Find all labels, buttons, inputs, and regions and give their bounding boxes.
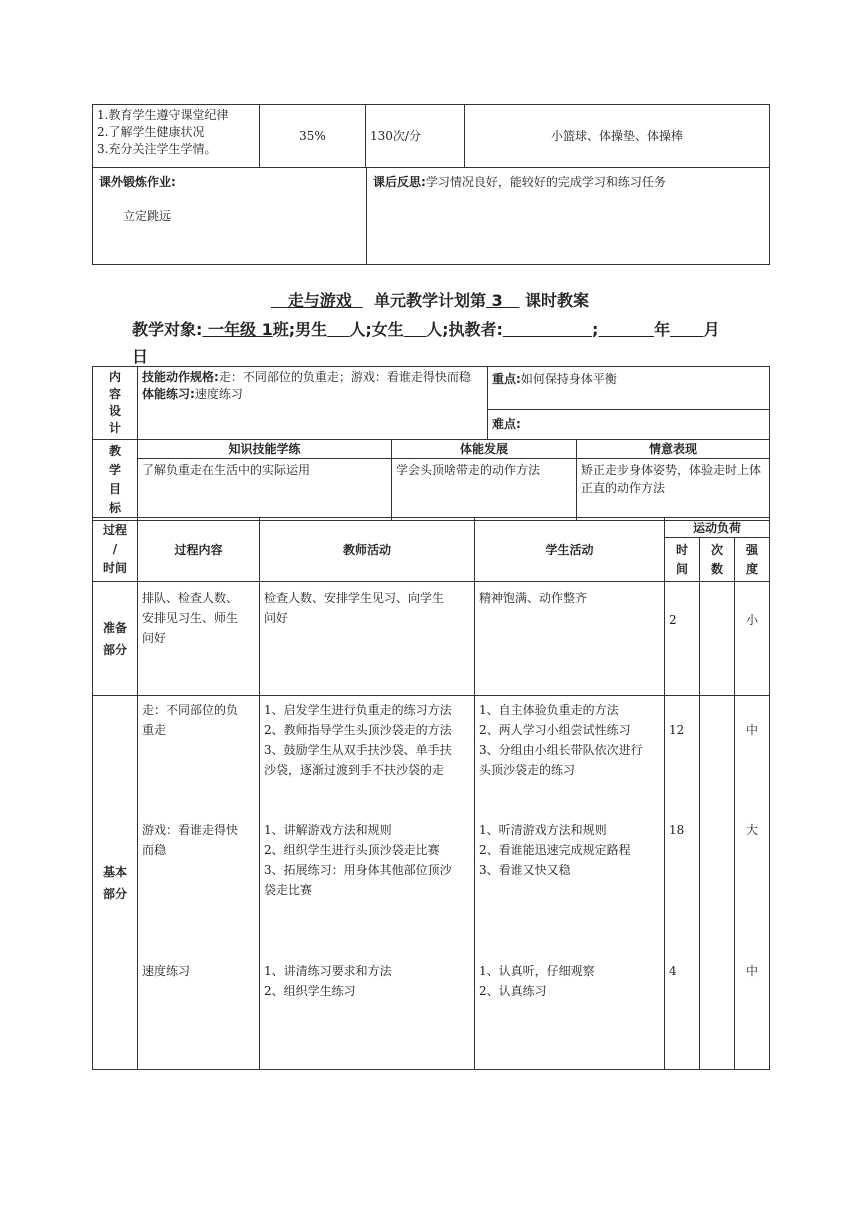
basic-teacher-item: 1、讲清练习要求和方法 2、组织学生练习 bbox=[264, 964, 392, 998]
homework-label: 课外锻炼作业: bbox=[99, 175, 176, 189]
prep-time: 2 bbox=[665, 582, 700, 696]
basic-content bbox=[138, 696, 260, 1070]
basic-time-value: 12 bbox=[669, 723, 685, 737]
class-number: 1 bbox=[261, 320, 273, 339]
basic-teacher bbox=[260, 696, 475, 1070]
prep-teacher: 检查人数、安排学生见习、向学生 问好 bbox=[260, 582, 475, 696]
reflection-content: 学习情况良好，能较好的完成学习和练习任务 bbox=[425, 175, 666, 189]
basic-intensity bbox=[735, 696, 770, 1070]
obj-header-knowledge: 知识技能学练 bbox=[138, 440, 392, 459]
count-header: 次 数 bbox=[700, 538, 735, 582]
basic-teacher-item: 1、启发学生进行负重走的练习方法 2、教师指导学生头顶沙袋走的方法 3、鼓励学生从双手扶沙袋、单手扶 沙袋，逐渐过渡到手不扶沙袋的走 bbox=[264, 703, 452, 777]
prep-student: 精神饱满、动作整齐 bbox=[475, 582, 665, 696]
fitness-text: 速度练习 bbox=[194, 387, 243, 401]
obj-knowledge: 了解负重走在生活中的实际运用 bbox=[138, 459, 392, 521]
girls-suffix: 人;执教者: bbox=[426, 320, 503, 339]
difficulty-label: 难点: bbox=[492, 417, 521, 432]
obj-header-fitness: 体能发展 bbox=[392, 440, 577, 459]
key-label: 重点: bbox=[492, 372, 521, 386]
goal-line: 1.教育学生遵守课堂纪律 bbox=[97, 108, 229, 122]
homework-content: 立定跳远 bbox=[123, 209, 172, 223]
process-table bbox=[92, 517, 770, 1070]
load-header: 运动负荷 bbox=[665, 518, 770, 538]
day-label: 日 bbox=[132, 347, 149, 366]
design-table bbox=[92, 366, 770, 521]
basic-intensity-value: 中 bbox=[746, 723, 759, 737]
skill-cell bbox=[138, 367, 488, 440]
key-point-cell bbox=[488, 367, 770, 410]
objectives-label: 教 学 目 标 bbox=[93, 440, 138, 521]
basic-count bbox=[700, 696, 735, 1070]
boys-suffix: 人;女生 bbox=[349, 320, 404, 339]
obj-affect: 矫正走步身体姿势，体验走时上体正直的动作方法 bbox=[577, 459, 770, 521]
skill-label: 技能动作规格: bbox=[142, 370, 219, 384]
fitness-label: 体能练习: bbox=[142, 387, 195, 401]
homework-cell bbox=[93, 168, 367, 265]
key-text: 如何保持身体平衡 bbox=[520, 372, 617, 386]
basic-time bbox=[665, 696, 700, 1070]
class-suffix: 班;男生 bbox=[272, 320, 328, 339]
basic-content-item: 速度练习 bbox=[142, 964, 191, 978]
title-suffix: 课时教案 bbox=[525, 291, 590, 310]
basic-student-item: 1、自主体验负重走的方法 2、两人学习小组尝试性练习 3、分组由小组长带队依次进行 头顶沙袋走的练习 bbox=[479, 703, 643, 777]
prep-stage: 准备 部分 bbox=[93, 582, 138, 696]
goal-line: 2.了解学生健康状况 bbox=[97, 125, 205, 139]
top-summary-table bbox=[92, 104, 770, 168]
title-middle: 单元教学计划第 bbox=[373, 291, 486, 310]
homework-table bbox=[92, 167, 770, 265]
equipment-cell: 小篮球、体操垫、体操棒 bbox=[465, 105, 770, 168]
separator: ; bbox=[592, 320, 599, 339]
basic-content-item: 走：不同部位的负 重走 bbox=[142, 703, 239, 737]
obj-header-affect: 情意表现 bbox=[577, 440, 770, 459]
lesson-number: 3 bbox=[491, 291, 503, 310]
prep-intensity: 小 bbox=[735, 582, 770, 696]
basic-stage: 基本 部分 bbox=[93, 696, 138, 1070]
basic-intensity-value: 大 bbox=[746, 823, 759, 837]
difficulty-cell bbox=[488, 409, 770, 439]
skill-text: 走：不同部位的负重走；游戏：看谁走得快而稳 bbox=[218, 370, 471, 384]
lesson-title bbox=[0, 288, 860, 311]
goals-cell bbox=[93, 105, 260, 168]
target-label: 教学对象: bbox=[132, 320, 203, 339]
heart-rate-cell: 130次/分 bbox=[366, 105, 465, 168]
prep-count bbox=[700, 582, 735, 696]
reflection-label: 课后反思: bbox=[373, 175, 426, 189]
student-header: 学生活动 bbox=[475, 518, 665, 582]
reflection-cell bbox=[367, 168, 770, 265]
content-header: 过程内容 bbox=[138, 518, 260, 582]
basic-student-item: 1、听清游戏方法和规则 2、看谁能迅速完成规定路程 3、看谁又快又稳 bbox=[479, 823, 631, 877]
time-header: 时 间 bbox=[665, 538, 700, 582]
basic-time-value: 18 bbox=[669, 823, 685, 837]
month-label: 月 bbox=[703, 320, 720, 339]
goal-line: 3.充分关注学生学情。 bbox=[97, 142, 217, 156]
basic-intensity-value: 中 bbox=[746, 964, 759, 978]
grade: 一年级 bbox=[207, 320, 256, 339]
content-design-label: 内 容 设 计 bbox=[93, 367, 138, 440]
obj-fitness: 学会头顶啥带走的动作方法 bbox=[392, 459, 577, 521]
intensity-header: 强 度 bbox=[735, 538, 770, 582]
basic-student-item: 1、认真听，仔细观察 2、认真练习 bbox=[479, 964, 595, 998]
density-cell: 35% bbox=[260, 105, 366, 168]
stage-header: 过程 / 时间 bbox=[93, 518, 138, 582]
year-label: 年 bbox=[654, 320, 671, 339]
basic-time-value: 4 bbox=[669, 964, 677, 978]
class-info-line bbox=[132, 317, 772, 343]
basic-teacher-item: 1、讲解游戏方法和规则 2、组织学生进行头顶沙袋走比赛 3、拓展练习：用身体其他部位顶沙 袋走比赛 bbox=[264, 823, 452, 897]
basic-content-item: 游戏：看谁走得快 而稳 bbox=[142, 823, 239, 857]
prep-content: 排队、检查人数、 安排见习生、师生 问好 bbox=[138, 582, 260, 696]
basic-student bbox=[475, 696, 665, 1070]
teacher-header: 教师活动 bbox=[260, 518, 475, 582]
unit-name: 走与游戏 bbox=[287, 291, 352, 310]
